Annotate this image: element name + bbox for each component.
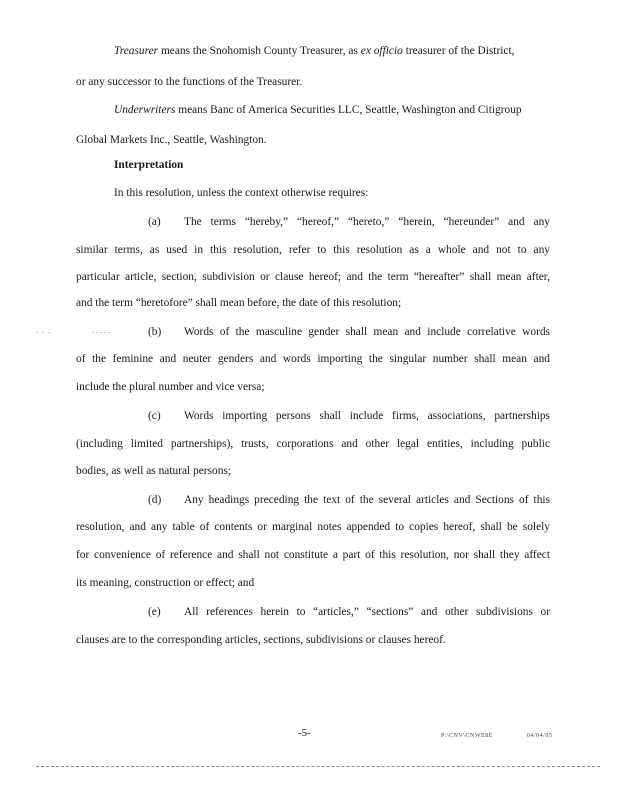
document-code: P:\CNV\CNWE8E <box>441 733 493 739</box>
margin-dots: . . . . . <box>92 326 110 335</box>
underwriters-definition-line-2: Global Markets Inc., Seattle, Washington. <box>76 134 267 146</box>
ex-officio-text: ex officio <box>360 45 403 57</box>
item-c-label: (c) <box>148 410 161 422</box>
item-b-line-3: include the plural number and vice versa; <box>76 381 265 393</box>
underwriters-definition-line-1 <box>114 103 522 117</box>
treasurer-definition-line-1 <box>114 44 515 58</box>
treasurer-text: means the Snohomish County Treasurer, as <box>158 45 361 57</box>
margin-dots: . . . <box>36 326 50 335</box>
item-d-line-2: resolution, and any table of contents or marginal notes appended to copies hereof, shall be solely <box>76 521 550 533</box>
item-c-line-1 <box>148 409 550 423</box>
item-d-line-3: for convenience of reference and shall not constitute a part of this resolution, nor shall they affect <box>76 549 550 561</box>
item-d-label: (d) <box>148 494 162 506</box>
scan-edge-line <box>36 766 600 767</box>
item-b-text: Words of the masculine gender shall mean and include correlative words <box>184 326 550 338</box>
item-e-line-1 <box>148 605 550 619</box>
item-a-label: (a) <box>148 216 161 228</box>
treasurer-definition-line-2: or any successor to the functions of the Treasurer. <box>76 76 303 88</box>
page-number: -5- <box>298 727 311 739</box>
item-d-text: Any headings preceding the text of the several articles and Sections of this <box>184 494 550 506</box>
item-c-text: Words importing persons shall include firms, associations, partnerships <box>184 410 550 422</box>
item-a-line-2: similar terms, as used in this resolution, refer to this resolution as a whole and not to any <box>76 244 550 256</box>
item-a-line-3: particular article, section, subdivision or clause hereof; and the term “hereafter” shall mean after, <box>76 271 550 283</box>
defined-term-underwriters: Underwriters <box>114 104 176 116</box>
defined-term-treasurer: Treasurer <box>114 45 159 57</box>
item-d-line-1 <box>148 493 550 507</box>
item-e-text: All references herein to “articles,” “sections” and other subdivisions or <box>184 606 550 618</box>
interpretation-heading: Interpretation <box>114 159 184 171</box>
item-b-line-1 <box>148 325 550 339</box>
item-a-text: The terms “hereby,” “hereof,” “hereto,” “herein, “hereunder” and any <box>184 216 550 228</box>
treasurer-text-end: treasurer of the District, <box>402 45 515 57</box>
item-c-line-2: (including limited partnerships), trusts, corporations and other legal entities, including public <box>76 438 550 450</box>
document-date-code: 04/04/05 <box>527 733 553 739</box>
item-d-line-4: its meaning, construction or effect; and <box>76 577 255 589</box>
interpretation-intro: In this resolution, unless the context otherwise requires: <box>114 187 369 199</box>
item-a-line-1 <box>148 215 550 229</box>
item-a-line-4: and the term “heretofore” shall mean before, the date of this resolution; <box>76 297 402 309</box>
item-b-line-2: of the feminine and neuter genders and words importing the singular number shall mean and <box>76 353 550 365</box>
item-e-line-2: clauses are to the corresponding articles, sections, subdivisions or clauses hereof. <box>76 634 446 646</box>
item-e-label: (e) <box>148 606 161 618</box>
underwriters-text: means Banc of America Securities LLC, Seattle, Washington and Citigroup <box>175 104 522 116</box>
item-b-label: (b) <box>148 326 162 338</box>
item-c-line-3: bodies, as well as natural persons; <box>76 465 232 477</box>
